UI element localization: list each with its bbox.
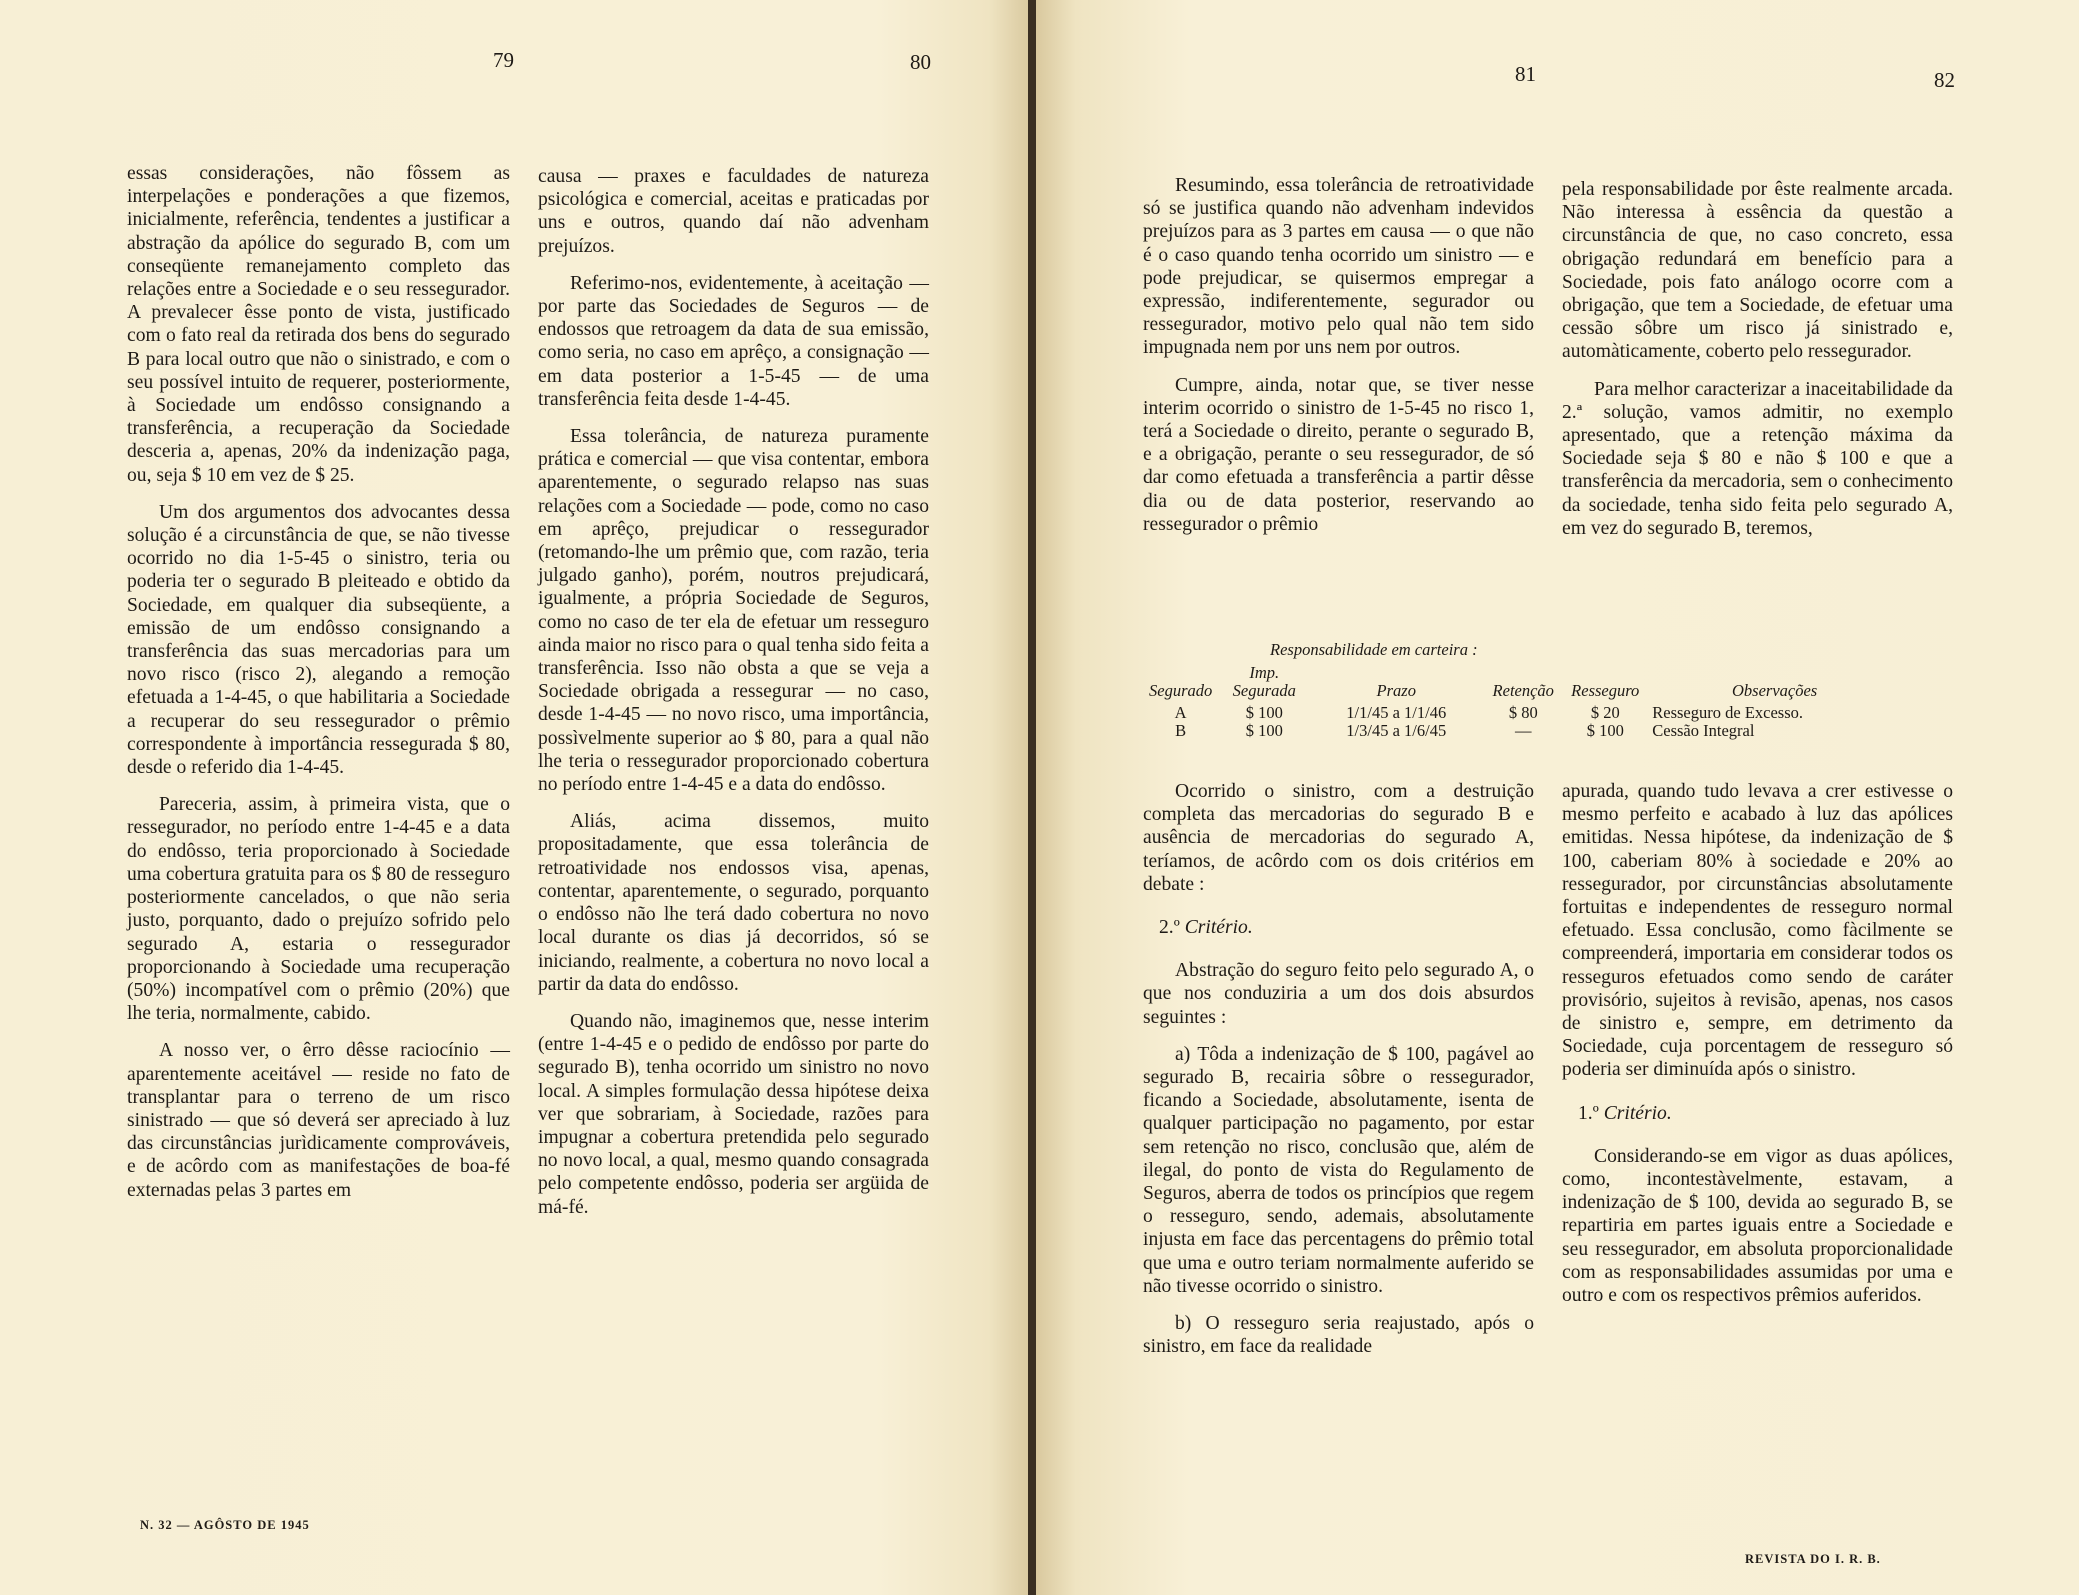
paragraph: causa — praxes e faculdades de natureza psicológica e comercial, aceitas e praticadas por uns e outros, quando daí não advenham prejuízos.: [538, 166, 929, 257]
table-caption: Responsabilidade em carteira :: [1270, 640, 1478, 659]
footer-journal: REVISTA DO I. R. B.: [1745, 1552, 1881, 1566]
table-cell: $ 80: [1508, 703, 1538, 722]
table-cell: $ 100: [1586, 721, 1624, 740]
page-number-82: 82: [1934, 68, 1955, 92]
heading-label: Critério.: [1603, 1102, 1672, 1124]
table-cell: Cessão Integral: [1652, 721, 1755, 740]
table-row: [1143, 722, 1903, 740]
paragraph: Aliás, acima dissemos, muito propositadamente, que essa tolerância de retroatividade nos endossos visa, apenas, contentar, aparentemente, o segurado, porquanto o endôsso não lhe terá dado cobertura no novo local durante os dias já decorridos, só se iniciando, realmente, a cobertura no novo local a partir da data do endôsso.: [538, 811, 929, 995]
paragraph: pela responsabilidade por êste realmente arcada. Não interessa à essência da questão a circunstância de que, no caso concreto, essa obrigação redundará em benefício para a Sociedade, pois fato análogo ocorre com a obrigação, que tem a Sociedade, de efetuar uma cessão sôbre um risco já sinistrado e, automàticamente, coberto pelo ressegurador.: [1562, 179, 1953, 363]
column-page-82-top: [1562, 178, 1953, 554]
column-page-82-bottom: [1562, 780, 1953, 1321]
page-number-79: 79: [493, 48, 514, 72]
column-page-81-bottom: [1143, 780, 1534, 1372]
paragraph: Essa tolerância, de natureza puramente prática e comercial — que visa contentar, embora aparentemente, o segurado relapso nas suas relações com a Sociedade — pode, como no caso em aprêço, prejudicar o ressegurador (retomando-lhe um prêmio que, com razão, teria julgado ganho), porém, noutros prejudicará, igualmente, a própria Sociedade de Seguros, como no caso de ter ela de efetuar um resseguro ainda maior no risco para o qual tenha sido feita a transferência. Isso não obsta a que se veja a Sociedade obrigada a ressegurar — no caso, desde 1-4-45 — no novo risco, uma importância, possìvelmente superior ao $ 80, para a qual não lhe teria o ressegurador proporcionado cobertura no período entre 1-4-45 e a data do endôsso.: [538, 426, 929, 796]
table-header: Observações: [1732, 681, 1818, 700]
column-page-79: [127, 162, 510, 1216]
table-cell: Resseguro de Excesso.: [1652, 703, 1804, 722]
paragraph: Pareceria, assim, à primeira vista, que o ressegurador, no período entre 1-4-45 e a data do endôsso, teria proporcionado à Sociedade uma cobertura gratuita para os $ 80 de resseguro posteriormente cancelados, o que não seria justo, porquanto, dado o prejuízo sofrido pelo segurado A, estaria o ressegurador proporcionando à Sociedade uma recuperação (50%) incompatível com o prêmio (20%) que lhe teria, normalmente, cabido.: [127, 794, 510, 1025]
section-heading-1-criterio: [1578, 1102, 1953, 1125]
table-cell: A: [1174, 703, 1187, 722]
paragraph: Referimo-nos, evidentemente, à aceitação — por parte das Sociedades de Seguros — de endossos que retroagem da data de sua emissão, como seria, no caso em aprêço, a consignação — em data posterior a 1-5-45 — de uma transferência feita desde 1-4-45.: [538, 272, 929, 410]
paragraph: Considerando-se em vigor as duas apólices, como, incontestàvelmente, estavam, a indenização de $ 100, devida ao segurado B, se repartiria em partes iguais entre a Sociedade e seu ressegurador, em absoluta proporcionalidade com as responsabilidades assumidas por uma e outro e com os respectivos prêmios auferidos.: [1562, 1145, 1953, 1307]
paragraph: Um dos argumentos dos advocantes dessa solução é a circunstância de que, se não tivesse ocorrido no dia 1-5-45 o sinistro, teria ou poderia ter o segurado B pleiteado e obtido da Sociedade, em qualquer dia subseqüente, a emissão de um endôsso consignando a transferência das suas mercadorias para um novo risco (risco 2), alegando a remoção efetuada a 1-4-45, o que habilitaria a Sociedade a recuperar do seu ressegurador o prêmio correspondente à importância ressegurada $ 80, desde o referido dia 1-4-45.: [127, 501, 510, 779]
table-row: [1143, 704, 1903, 722]
table-cell: —: [1515, 721, 1532, 740]
heading-number: 2.º: [1159, 917, 1180, 939]
table-cell: B: [1175, 721, 1187, 740]
table-cell: $ 100: [1245, 721, 1283, 740]
responsibility-table: [1143, 638, 1903, 740]
paragraph: a) Tôda a indenização de $ 100, pagável ao segurado B, recairia sôbre o ressegurador, ficando a Sociedade, absolutamente, isenta de qualquer participação no pagamento, por estar sem retenção no risco, conclusão que, além de ilegal, do ponto de vista do Regulamento de Seguros, aberra de todos os princípios que regem o resseguro, sendo, ademais, absolutamente injusta em face das percentagens do prêmio total que uma e outro teriam normalmente auferido se não tivesse ocorrido o sinistro.: [1143, 1043, 1534, 1297]
table-cell: $ 100: [1245, 703, 1283, 722]
paragraph: Quando não, imaginemos que, nesse interim (entre 1-4-45 e o pedido de endôsso por parte do segurado B), tenha ocorrido um sinistro no novo local. A simples formulação dessa hipótese deixa ver que sobrariam, à Sociedade, razões para impugnar a cobertura pretendida pelo segurado no novo local, a qual, mesmo quando consagrada pelo competente endôsso, poderia ser argüida de má-fé.: [538, 1010, 929, 1218]
section-heading-2-criterio: [1159, 916, 1534, 939]
paragraph: Cumpre, ainda, notar que, se tiver nesse interim ocorrido o sinistro de 1-5-45 no risco 1, terá a Sociedade o direito, perante o segurado B, e a obrigação, perante o seu ressegurador, de só dar como efetuada a transferência a partir dêsse dia ou de data posterior, reservando ao ressegurador o prêmio: [1143, 374, 1534, 535]
paragraph: Abstração do seguro feito pelo segurado A, o que nos conduziria a um dos dois absurdos seguintes :: [1143, 960, 1534, 1028]
column-page-81-top: [1143, 174, 1534, 550]
book-gutter: [1028, 0, 1036, 1595]
table-cell: $ 20: [1590, 703, 1620, 722]
table-header: Imp. Segurada: [1232, 663, 1296, 700]
footer-issue: N. 32 — AGÔSTO DE 1945: [140, 1518, 310, 1532]
heading-label: Critério.: [1184, 917, 1253, 939]
paragraph: apurada, quando tudo levava a crer estivesse o mesmo perfeito e acabado à luz das apólices emitidas. Nessa hipótese, da indenização de $ 100, caberiam 80% à sociedade e 20% ao ressegurador, por circunstâncias absolutamente fortuitas e independentes de resseguro normal efetuado. Essa conclusão, como fàcilmente se compreenderá, importaria em considerar todos os resseguros efetuados como sendo de caráter provisório, sujeitos à revisão, apenas, nos casos de sinistro e, sempre, em detrimento da Sociedade, cuja porcentagem de resseguro só poderia ser diminuída após o sinistro.: [1562, 781, 1953, 1081]
paragraph: Para melhor caracterizar a inaceitabilidade da 2.ª solução, vamos admitir, no exemplo apresentado, que a retenção máxima da Sociedade seja $ 80 e não $ 100 e que a transferência da mercadoria, sem o conhecimento da sociedade, tenha sido feita pelo segurado A, em vez do segurado B, teremos,: [1562, 378, 1953, 539]
table-header: Retenção: [1492, 681, 1554, 700]
table-cell: 1/3/45 a 1/6/45: [1346, 721, 1447, 740]
paragraph: essas considerações, não fôssem as interpelações e ponderações a que fizemos, inicialmente, referência, tendentes a justificar a abstração da apólice do segurado B, com um conseqüente remanejamento completo das relações entre a Sociedade e o seu ressegurador. A prevalecer êsse ponto de vista, justificado com o fato real da retirada dos bens do segurado B para local outro que não o sinistrado, e com o seu possível intuito de requerer, posteriormente, à Sociedade um endôsso consignando a transferência, a recuperação da Sociedade desceria a, apenas, 20% da indenização paga, ou, seja $ 10 em vez de $ 25.: [127, 163, 510, 486]
paragraph: b) O resseguro seria reajustado, após o sinistro, em face da realidade: [1143, 1313, 1534, 1358]
table-header: Prazo: [1376, 681, 1416, 700]
paragraph: Resumindo, essa tolerância de retroatividade só se justifica quando não advenham indevidos prejuízos para as 3 partes em causa — o que não é o caso quando tenha ocorrido um sinistro — e pode prejudicar, se quisermos empregar a expressão, indiferentemente, segurador ou ressegurador, motivo pelo qual não tem sido impugnada nem por uns nem por outros.: [1143, 175, 1534, 359]
paragraph: A nosso ver, o êrro dêsse raciocínio — aparentemente aceitável — reside no fato de transplantar para o terreno de um risco sinistrado — que só deverá ser apreciado à luz das circunstâncias jurìdicamente comprováveis, e de acôrdo com as manifestações de boa-fé externadas pelas 3 partes em: [127, 1040, 510, 1201]
paragraph: Ocorrido o sinistro, com a destruição completa das mercadorias do segurado B e ausência de mercadorias do segurado A, teríamos, de acôrdo com os dois critérios em debate :: [1143, 781, 1534, 895]
table-header: Resseguro: [1571, 681, 1640, 700]
column-page-80: [538, 165, 929, 1233]
heading-number: 1.º: [1578, 1102, 1599, 1124]
table-header: Segurado: [1149, 681, 1213, 700]
page-number-81: 81: [1515, 62, 1536, 86]
page-number-80: 80: [910, 50, 931, 74]
table-cell: 1/1/45 a 1/1/46: [1346, 703, 1447, 722]
